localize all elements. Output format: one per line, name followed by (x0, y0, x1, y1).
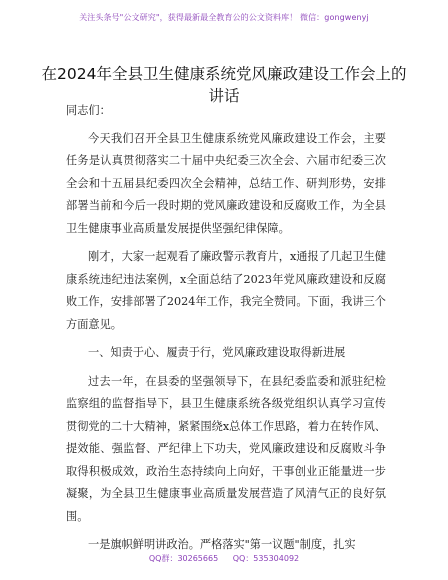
paragraph-review: 刚才，大家一起观看了廉政警示教育片，x通报了几起卫生健康系统违纪违法案例，x全面总结了2023年党风廉政建设和反腐败工作，安排部署了2024年工作，我完全赞同。下面，我讲三个方面意见。 (66, 250, 386, 331)
document-title: 在2024年全县卫生健康系统党风廉政建设工作会上的讲话 (41, 65, 407, 106)
paragraph-past-year: 过去一年，在县委的坚强领导下，在县纪委监委和派驻纪检监察组的监督指导下，县卫生健康系统各级党组织认真学习宣传贯彻党的二十大精神，紧紧围绕x总体工作思路，着力在转作风、提效能、强监督、严纪律上下功夫，党风廉政建设和反腐败斗争取得积极成效，政治生态持续向上向好，干事创业正能量进一步凝聚，为全县卫生健康事业高质量发展营造了风清气正的良好氛围。 (66, 374, 386, 523)
document-body (66, 100, 386, 557)
footer-qq: QQ：535304092 (232, 554, 300, 563)
footer-qq-group: QQ群：30265665 (148, 554, 219, 563)
section-heading-one: 一、知责于心、履责于行，党风廉政建设取得新进展 (88, 346, 346, 359)
paragraph-intro: 今天我们召开全县卫生健康系统党风廉政建设工作会，主要任务是认真贯彻落实二十届中央纪委三次全会、六届市纪委三次全会和十五届县纪委四次全会精神，总结工作、研判形势，安排部署当前和今后一段时期的党风廉政建设和反腐败工作，为全县卫生健康事业高质量发展提供坚强纪律保障。 (66, 131, 386, 235)
footer-contact (0, 553, 448, 564)
header-banner: 关注头条号"公文研究"，获得最新最全教育公的公文资料库！ 微信：gongwenyj (79, 13, 369, 22)
salutation: 同志们： (66, 104, 111, 117)
paragraph-politics: 一是旗帜鲜明讲政治。严格落实"第一议题"制度，扎实 (88, 538, 356, 551)
